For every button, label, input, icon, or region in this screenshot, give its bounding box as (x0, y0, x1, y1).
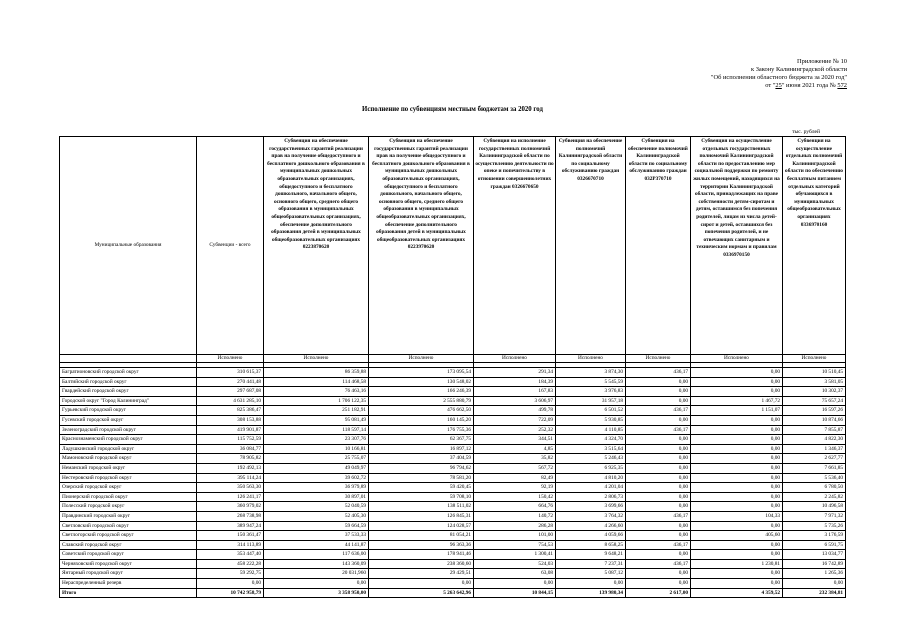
table-row (60, 463, 846, 473)
amount-cell: 3 176,59 (783, 531, 846, 541)
municipality-name: Янтарный городской округ (60, 569, 197, 579)
amount-cell: 29 429,51 (369, 569, 474, 579)
amount-cell: 389 947,24 (197, 521, 264, 531)
amount-cell: 5 735,26 (783, 521, 846, 531)
amount-cell: 291,34 (474, 368, 556, 378)
amount-cell: 0,00 (691, 425, 783, 435)
executed-label: Исполнено (197, 355, 264, 363)
amount-cell: 1 300,41 (474, 550, 556, 560)
column-header: Субвенция на обеспечение государственных гарантий реализации прав на получение общедоступного и бесплатного дошкольного образования в муниципальных дошкольных образовательных организациях, общедоступного и бесплатного дошкольного, начального общего, основного общего, среднего общего образования в муниципальных общеобразовательных организациях, обеспечение дополнительного образования детей в муниципальных общеобразовательных организациях 0223970620 (369, 137, 474, 355)
municipality-name: Светловский городской округ (60, 521, 197, 531)
amount-cell: 499,78 (474, 406, 556, 416)
amount-cell: 2 806,73 (556, 492, 626, 502)
table-row (60, 444, 846, 454)
amount-cell: 0,00 (626, 396, 691, 406)
amount-cell: 3 606,97 (474, 396, 556, 406)
amount-cell: 59 420,45 (369, 483, 474, 493)
executed-label: Исполнено (626, 355, 691, 363)
amount-cell: 160 145,20 (369, 415, 474, 425)
amount-cell: 419 901,87 (197, 425, 264, 435)
amount-cell: 114 468,58 (264, 377, 369, 387)
table-row (60, 425, 846, 435)
amount-cell: 150 361,47 (197, 531, 264, 541)
executed-label: Исполнено (691, 355, 783, 363)
appendix-date-prefix: от " (765, 82, 776, 89)
table-row (60, 396, 846, 406)
amount-cell: 6 925,35 (556, 463, 626, 473)
municipality-name: Краснознаменский городской округ (60, 435, 197, 445)
amount-cell: 5 246,43 (556, 454, 626, 464)
amount-cell: 5 930,85 (556, 415, 626, 425)
table-row (60, 415, 846, 425)
amount-cell: 0,00 (264, 579, 369, 589)
amount-cell: 96 794,62 (369, 463, 474, 473)
amount-cell: 360 979,02 (197, 502, 264, 512)
table-row (60, 521, 846, 531)
table-row (60, 569, 846, 579)
table-row (60, 368, 846, 378)
municipality-name: Нестеровский городской округ (60, 473, 197, 483)
amount-cell: 63,08 (474, 569, 556, 579)
amount-cell: 10 874,66 (783, 415, 846, 425)
amount-cell: 6 591,75 (783, 540, 846, 550)
amount-cell: 178 941,46 (369, 550, 474, 560)
amount-cell: 5 536,40 (783, 473, 846, 483)
amount-cell: 4 324,70 (556, 435, 626, 445)
amount-cell: 37 533,33 (264, 531, 369, 541)
amount-cell: 96 363,36 (369, 540, 474, 550)
amount-cell: 0,00 (691, 473, 783, 483)
amount-cell: 286,28 (474, 521, 556, 531)
amount-cell: 0,00 (691, 502, 783, 512)
municipality-name: Неманский городской округ (60, 463, 197, 473)
appendix-law-number: 572 (837, 82, 847, 89)
table-row (60, 550, 846, 560)
executed-label-empty (60, 355, 197, 363)
amount-cell: 5 545,59 (556, 377, 626, 387)
municipality-name: Гурьевский городской округ (60, 406, 197, 416)
amount-cell: 167,83 (474, 387, 556, 397)
amount-cell: 4 359,52 (691, 588, 783, 598)
amount-cell: 2 627,77 (783, 454, 846, 464)
amount-cell: 6 780,50 (783, 483, 846, 493)
amount-cell: 10 496,58 (783, 502, 846, 512)
amount-cell: 4,85 (474, 444, 556, 454)
table-body (60, 363, 846, 598)
table-row (60, 492, 846, 502)
amount-cell: 75 657,24 (783, 396, 846, 406)
amount-cell: 16 597,26 (783, 406, 846, 416)
amount-cell: 143 360,09 (264, 559, 369, 569)
amount-cell: 126 241,17 (197, 492, 264, 502)
executed-label: Исполнено (783, 355, 846, 363)
amount-cell: 0,00 (626, 569, 691, 579)
amount-cell: 76 463,16 (264, 387, 369, 397)
amount-cell: 92,19 (474, 483, 556, 493)
amount-cell: 3 515,64 (556, 444, 626, 454)
amount-cell: 0,00 (691, 540, 783, 550)
amount-cell: 0,00 (691, 454, 783, 464)
table-row (60, 454, 846, 464)
amount-cell: 252,32 (474, 425, 556, 435)
amount-cell: 0,00 (691, 521, 783, 531)
amount-cell: 524,03 (474, 559, 556, 569)
amount-cell: 95 081,49 (264, 415, 369, 425)
amount-cell: 0,00 (626, 473, 691, 483)
amount-cell: 52 405,30 (264, 511, 369, 521)
amount-cell: 251 182,91 (264, 406, 369, 416)
amount-cell: 0,00 (691, 435, 783, 445)
amount-cell: 0,00 (626, 550, 691, 560)
municipality-name: Правдинский городской округ (60, 511, 197, 521)
amount-cell: 0,00 (691, 492, 783, 502)
amount-cell: 308 153,88 (197, 415, 264, 425)
amount-cell: 36 979,89 (264, 483, 369, 493)
table-row (60, 540, 846, 550)
units-label: тыс. рублей (792, 129, 820, 135)
amount-cell: 4 266,60 (556, 521, 626, 531)
amount-cell: 2 245,82 (783, 492, 846, 502)
amount-cell: 10 510,45 (783, 368, 846, 378)
amount-cell: 754,53 (474, 540, 556, 550)
column-header: Субвенция на осуществление отдельных полномочий Калининградской области по обеспечению бесплатным питанием отдельных категорий обучающихся в муниципальных общеобразовательных организациях 0336970160 (783, 137, 846, 355)
amount-cell: 458 222,28 (197, 559, 264, 569)
executed-label: Исполнено (264, 355, 369, 363)
amount-cell: 1 467,72 (691, 396, 783, 406)
amount-cell: 0,00 (691, 377, 783, 387)
municipality-name: Нераспределенный резерв (60, 579, 197, 589)
amount-cell: 0,00 (691, 368, 783, 378)
amount-cell: 0,00 (626, 415, 691, 425)
amount-cell: 44 141,87 (264, 540, 369, 550)
amount-cell: 1 230,81 (691, 559, 783, 569)
amount-cell: 0,00 (197, 579, 264, 589)
document-title: Исполнение по субвенциям местным бюджетам за 2020 год (362, 106, 543, 113)
amount-cell: 0,00 (626, 463, 691, 473)
amount-cell: 4 631 285,10 (197, 396, 264, 406)
municipality-name: Мамоновский городской округ (60, 454, 197, 464)
amount-cell: 0,00 (783, 579, 846, 589)
amount-cell: 16 742,89 (783, 559, 846, 569)
table-row (60, 473, 846, 483)
column-header: Субвенция на обеспечение государственных гарантий реализации прав на получение общедоступного и бесплатного дошкольного образования в муниципальных дошкольных образовательных организациях, общедоступного и бесплатного дошкольного, начального общего, основного общего, среднего общего образования в муниципальных общеобразовательных организациях, обеспечение дополнительного образования детей в муниципальных общеобразовательных организациях 0223870620 (264, 137, 369, 355)
amount-cell: 0,00 (626, 492, 691, 502)
amount-cell: 0,00 (369, 579, 474, 589)
executed-label: Исполнено (369, 355, 474, 363)
amount-cell: 5 087,12 (556, 569, 626, 579)
amount-cell: 297 687,08 (197, 387, 264, 397)
amount-cell: 117 636,00 (264, 550, 369, 560)
amount-cell: 104,33 (691, 511, 783, 521)
table-row (60, 531, 846, 541)
municipality-name: Черняховский городской округ (60, 559, 197, 569)
amount-cell: 0,00 (691, 444, 783, 454)
amount-cell: 314 113,89 (197, 540, 264, 550)
amount-cell: 0,00 (691, 579, 783, 589)
amount-cell: 3 699,66 (556, 502, 626, 512)
amount-cell: 4 201,04 (556, 483, 626, 493)
amount-cell: 4 110,85 (556, 425, 626, 435)
amount-cell: 25 755,07 (264, 454, 369, 464)
amount-cell: 476 662,50 (369, 406, 474, 416)
municipality-name: Озерский городской округ (60, 483, 197, 493)
amount-cell: 5 263 642,96 (369, 588, 474, 598)
table-row (60, 511, 846, 521)
amount-cell: 4 059,66 (556, 531, 626, 541)
amount-cell: 176 755,36 (369, 425, 474, 435)
amount-cell: 344,51 (474, 435, 556, 445)
table-row (60, 387, 846, 397)
amount-cell: 353 447,40 (197, 550, 264, 560)
amount-cell: 1 706 122,35 (264, 396, 369, 406)
amount-cell: 405,60 (691, 531, 783, 541)
amount-cell: 0,00 (626, 377, 691, 387)
amount-cell: 192 492,13 (197, 463, 264, 473)
column-header: Муниципальные образования (60, 137, 197, 355)
municipality-name: Гвардейский городской округ (60, 387, 197, 397)
amount-cell: 124 028,57 (369, 521, 474, 531)
amount-cell: 49 049,97 (264, 463, 369, 473)
amount-cell: 436,17 (626, 425, 691, 435)
executed-label: Исполнено (474, 355, 556, 363)
amount-cell: 7 855,87 (783, 425, 846, 435)
amount-cell: 10 844,15 (474, 588, 556, 598)
amount-cell: 3 581,05 (783, 377, 846, 387)
table-row (60, 502, 846, 512)
amount-cell: 7 661,85 (783, 463, 846, 473)
amount-cell: 0,00 (691, 569, 783, 579)
amount-cell: 7 237,31 (556, 559, 626, 569)
appendix-line-4 (587, 82, 847, 90)
table-row (60, 579, 846, 589)
amount-cell: 16 897,12 (369, 444, 474, 454)
amount-cell: 3 764,32 (556, 511, 626, 521)
amount-cell: 0,00 (626, 444, 691, 454)
municipality-name: Багратионовский городской округ (60, 368, 197, 378)
municipality-name: Славский городской округ (60, 540, 197, 550)
amount-cell: 86 359,88 (264, 368, 369, 378)
appendix-line-1: Приложение № 10 (797, 58, 847, 65)
amount-cell: 1 265,36 (783, 569, 846, 579)
amount-cell: 31 957,18 (556, 396, 626, 406)
amount-cell: 436,17 (626, 511, 691, 521)
column-header: Субвенции - всего (197, 137, 264, 355)
amount-cell: 1 151,07 (691, 406, 783, 416)
table-row (60, 559, 846, 569)
amount-cell: 20 031,960 (264, 569, 369, 579)
amount-cell: 118 597,14 (264, 425, 369, 435)
total-row (60, 588, 846, 598)
amount-cell: 664,76 (474, 502, 556, 512)
amount-cell: 37 404,59 (369, 454, 474, 464)
municipality-name: Гусевский городской округ (60, 415, 197, 425)
amount-cell: 0,00 (626, 387, 691, 397)
table-row (60, 483, 846, 493)
amount-cell: 270 441,48 (197, 377, 264, 387)
amount-cell: 0,00 (691, 415, 783, 425)
amount-cell: 10 166,81 (264, 444, 369, 454)
amount-cell: 825 386,47 (197, 406, 264, 416)
appendix-line-3: "Об исполнении областного бюджета за 2020 год" (710, 74, 847, 81)
municipality-name: Полесский городской округ (60, 502, 197, 512)
amount-cell: 3 874,30 (556, 368, 626, 378)
municipality-name: Балтийский городской округ (60, 377, 197, 387)
amount-cell: 0,00 (691, 463, 783, 473)
amount-cell: 436,17 (626, 559, 691, 569)
amount-cell: 0,00 (691, 550, 783, 560)
amount-cell: 350 563,30 (197, 483, 264, 493)
amount-cell: 310 615,37 (197, 368, 264, 378)
amount-cell: 232 384,81 (783, 588, 846, 598)
amount-cell: 9 648,21 (556, 550, 626, 560)
amount-cell: 78 905,82 (197, 454, 264, 464)
amount-cell: 126 845,31 (369, 511, 474, 521)
amount-cell: 395 114,24 (197, 473, 264, 483)
municipality-name: Советский городской округ (60, 550, 197, 560)
column-header: Субвенция на обеспечение полномочий Калининградской области по социальному обслуживанию граждан 032Р370710 (626, 137, 691, 355)
appendix-line-2: к Закону Калининградской области (751, 66, 847, 73)
amount-cell: 10 742 958,79 (197, 588, 264, 598)
amount-cell: 101,00 (474, 531, 556, 541)
column-header: Субвенция на исполнение государственных полномочий Калининградской области по осуществлению деятельности по опеке и попечительству в отношении совершеннолетних граждан 0326670650 (474, 137, 556, 355)
amount-cell: 52 040,59 (264, 502, 369, 512)
amount-cell: 0,00 (691, 387, 783, 397)
amount-cell: 567,72 (474, 463, 556, 473)
column-header: Субвенция на обеспечение полномочий Калининградской области по социальному обслуживанию граждан 0326670710 (556, 137, 626, 355)
municipality-name: Пионерский городской округ (60, 492, 197, 502)
amount-cell: 150,42 (474, 492, 556, 502)
amount-cell: 0,00 (556, 579, 626, 589)
amount-cell: 140,72 (474, 511, 556, 521)
amount-cell: 2 555 880,79 (369, 396, 474, 406)
amount-cell: 436,17 (626, 406, 691, 416)
amount-cell: 436,17 (626, 540, 691, 550)
amount-cell: 59 708,10 (369, 492, 474, 502)
table-row (60, 377, 846, 387)
amount-cell: 81 054,21 (369, 531, 474, 541)
amount-cell: 3 976,83 (556, 387, 626, 397)
municipality-name: Итого (60, 588, 197, 598)
column-header: Субвенция на осуществление отдельных государственных полномочий Калининградской области по предоставлению мер социальной поддержки по ремонту жилых помещений, находящихся на территории Калининградской области, принадлежащих на праве собственности детям-сиротам и детям, оставшимся без попечения родителей, лицам из числа детей-сирот и детей, оставшихся без попечения родителей, и не отвечающих санитарным и техническим нормам и правилам 0336970150 (691, 137, 783, 355)
amount-cell: 82,49 (474, 473, 556, 483)
amount-cell: 0,00 (474, 579, 556, 589)
amount-cell: 6 501,52 (556, 406, 626, 416)
executed-label-row (60, 355, 846, 363)
amount-cell: 0,00 (691, 483, 783, 493)
municipality-name: Городской округ "Город Калининград" (60, 396, 197, 406)
amount-cell: 130 548,02 (369, 377, 474, 387)
amount-cell: 0,00 (626, 483, 691, 493)
amount-cell: 115 752,59 (197, 435, 264, 445)
executed-label: Исполнено (556, 355, 626, 363)
amount-cell: 138 511,02 (369, 502, 474, 512)
table-row (60, 435, 846, 445)
amount-cell: 30 897,01 (264, 492, 369, 502)
amount-cell: 8 658,25 (556, 540, 626, 550)
appendix-date-mid: " июня 2021 года № (781, 82, 838, 89)
amount-cell: 59 664,59 (264, 521, 369, 531)
amount-cell: 0,00 (626, 531, 691, 541)
amount-cell: 59 292,75 (197, 569, 264, 579)
amount-cell: 436,17 (626, 368, 691, 378)
amount-cell: 78 581,20 (369, 473, 474, 483)
amount-cell: 13 034,77 (783, 550, 846, 560)
amount-cell: 268 738,98 (197, 511, 264, 521)
amount-cell: 238 360,60 (369, 559, 474, 569)
amount-cell: 1 346,37 (783, 444, 846, 454)
amount-cell: 0,00 (626, 435, 691, 445)
amount-cell: 36 084,77 (197, 444, 264, 454)
amount-cell: 10 302,37 (783, 387, 846, 397)
appendix-block (587, 58, 847, 90)
table-row (60, 406, 846, 416)
amount-cell: 0,00 (626, 521, 691, 531)
municipality-name: Ладушкинский городской округ (60, 444, 197, 454)
amount-cell: 139 980,34 (556, 588, 626, 598)
amount-cell: 39 602,72 (264, 473, 369, 483)
amount-cell: 4 810,20 (556, 473, 626, 483)
amount-cell: 62 367,75 (369, 435, 474, 445)
amount-cell: 0,00 (626, 502, 691, 512)
appendix-day: 25 (775, 82, 782, 89)
amount-cell: 35,82 (474, 454, 556, 464)
amount-cell: 4 822,30 (783, 435, 846, 445)
amount-cell: 722,09 (474, 415, 556, 425)
amount-cell: 2 617,00 (626, 588, 691, 598)
amount-cell: 166 246,39 (369, 387, 474, 397)
amount-cell: 7 971,32 (783, 511, 846, 521)
municipality-name: Зеленоградский городской округ (60, 425, 197, 435)
municipality-name: Светлогорский городской округ (60, 531, 197, 541)
amount-cell: 23 307,76 (264, 435, 369, 445)
column-header-row (60, 137, 846, 355)
amount-cell: 184,39 (474, 377, 556, 387)
subventions-table (59, 136, 846, 598)
amount-cell: 0,00 (626, 454, 691, 464)
amount-cell: 173 095,54 (369, 368, 474, 378)
amount-cell: 0,00 (626, 579, 691, 589)
amount-cell: 3 358 950,00 (264, 588, 369, 598)
